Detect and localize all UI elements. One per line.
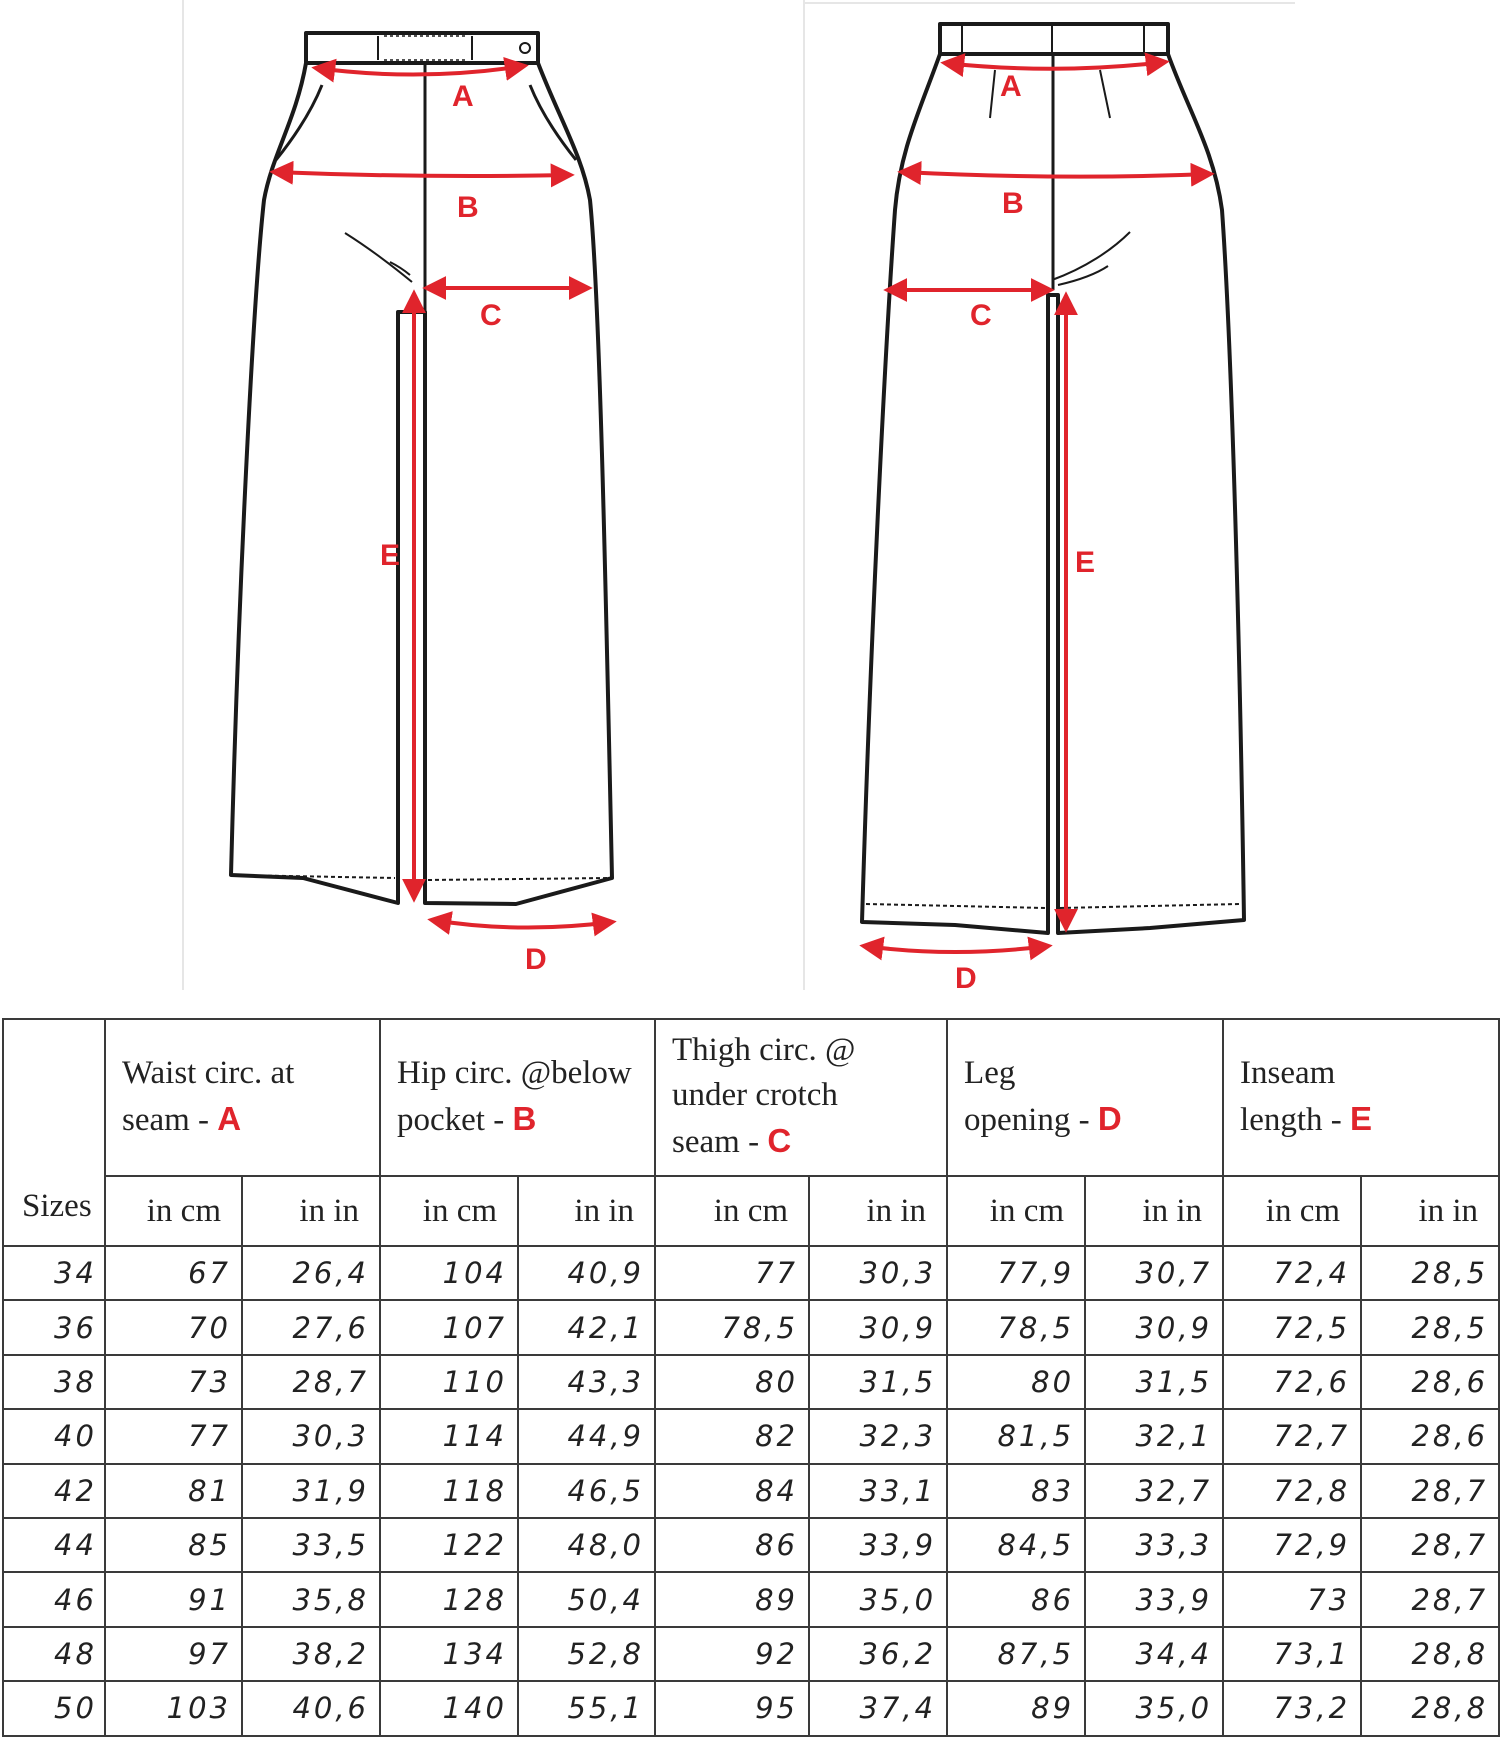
back-label-c: C <box>970 299 992 332</box>
waist-in-cell: 26,4 <box>242 1246 380 1300</box>
inseam-in-cell: 28,7 <box>1361 1518 1499 1572</box>
leg-cm-cell: 80 <box>947 1355 1085 1409</box>
inseam-cm-cell: 72,7 <box>1223 1409 1361 1463</box>
size-cell: 50 <box>3 1681 105 1735</box>
leg-cm-cell: 77,9 <box>947 1246 1085 1300</box>
size-cell: 46 <box>3 1572 105 1626</box>
sizes-header: Sizes <box>3 1019 105 1246</box>
leg-in-cell: 31,5 <box>1085 1355 1223 1409</box>
thigh-in-cell: 36,2 <box>809 1627 947 1681</box>
thigh-cm-cell: 89 <box>655 1572 809 1626</box>
unit-in: in in <box>242 1176 380 1246</box>
measure-letter: E <box>1350 1099 1373 1137</box>
unit-in: in in <box>518 1176 655 1246</box>
table-row <box>3 1681 1499 1735</box>
header-line: Thigh circ. @ <box>672 1032 856 1068</box>
hip-in-cell: 46,5 <box>518 1464 655 1518</box>
front-label-b: B <box>457 191 479 224</box>
header-line: opening - <box>964 1101 1090 1138</box>
header-line: seam - <box>672 1124 760 1160</box>
thigh-cm-cell: 84 <box>655 1464 809 1518</box>
size-rows <box>3 1246 1499 1736</box>
back-pants-outline <box>862 24 1244 933</box>
waist-in-cell: 33,5 <box>242 1518 380 1572</box>
inseam-cm-cell: 72,9 <box>1223 1518 1361 1572</box>
leg-in-cell: 33,3 <box>1085 1518 1223 1572</box>
unit-in: in in <box>809 1176 947 1246</box>
inseam-in-cell: 28,5 <box>1361 1300 1499 1354</box>
inseam-cm-cell: 72,6 <box>1223 1355 1361 1409</box>
hip-cm-cell: 107 <box>380 1300 518 1354</box>
thigh-cm-cell: 95 <box>655 1681 809 1735</box>
table-row <box>3 1572 1499 1626</box>
unit-in: in in <box>1085 1176 1223 1246</box>
thigh-in-cell: 35,0 <box>809 1572 947 1626</box>
waist-in-cell: 38,2 <box>242 1627 380 1681</box>
leg-cm-cell: 86 <box>947 1572 1085 1626</box>
front-pants-outline <box>231 33 612 904</box>
unit-cm: in cm <box>380 1176 518 1246</box>
back-labels <box>955 70 1095 995</box>
thigh-in-cell: 32,3 <box>809 1409 947 1463</box>
front-measure-arrows <box>274 66 612 928</box>
hip-in-cell: 43,3 <box>518 1355 655 1409</box>
back-label-e: E <box>1075 546 1096 579</box>
leg-in-cell: 32,7 <box>1085 1464 1223 1518</box>
inseam-header <box>1223 1019 1499 1176</box>
header-line: Inseam <box>1240 1054 1336 1091</box>
thigh-in-cell: 31,5 <box>809 1355 947 1409</box>
table-row <box>3 1246 1499 1300</box>
header-row <box>3 1019 1499 1176</box>
leg-cm-cell: 84,5 <box>947 1518 1085 1572</box>
hip-cm-cell: 140 <box>380 1681 518 1735</box>
hip-in-cell: 52,8 <box>518 1627 655 1681</box>
header-line: pocket - <box>397 1101 505 1138</box>
back-label-b: B <box>1002 187 1024 220</box>
front-label-c: C <box>480 299 502 332</box>
header-line: Hip circ. @below <box>397 1054 632 1091</box>
hip-cm-cell: 110 <box>380 1355 518 1409</box>
hip-header <box>380 1019 655 1176</box>
thigh-in-cell: 30,9 <box>809 1300 947 1354</box>
hip-cm-cell: 128 <box>380 1572 518 1626</box>
back-label-a: A <box>1000 70 1022 103</box>
back-label-d: D <box>955 962 977 995</box>
thigh-in-cell: 30,3 <box>809 1246 947 1300</box>
hip-in-cell: 55,1 <box>518 1681 655 1735</box>
waist-in-cell: 28,7 <box>242 1355 380 1409</box>
hip-in-cell: 48,0 <box>518 1518 655 1572</box>
back-measure-arrows <box>864 62 1210 952</box>
size-cell: 38 <box>3 1355 105 1409</box>
size-cell: 40 <box>3 1409 105 1463</box>
front-labels <box>380 80 547 976</box>
thigh-cm-cell: 78,5 <box>655 1300 809 1354</box>
waist-cm-cell: 70 <box>105 1300 242 1354</box>
hip-in-cell: 42,1 <box>518 1300 655 1354</box>
leg-cm-cell: 83 <box>947 1464 1085 1518</box>
waist-cm-cell: 73 <box>105 1355 242 1409</box>
inseam-cm-cell: 73 <box>1223 1572 1361 1626</box>
hip-cm-cell: 134 <box>380 1627 518 1681</box>
header-line: Waist circ. at <box>122 1054 295 1091</box>
unit-cm: in cm <box>947 1176 1085 1246</box>
leg-cm-cell: 78,5 <box>947 1300 1085 1354</box>
leg-in-cell: 30,9 <box>1085 1300 1223 1354</box>
waist-in-cell: 27,6 <box>242 1300 380 1354</box>
leg-in-cell: 34,4 <box>1085 1627 1223 1681</box>
inseam-cm-cell: 73,2 <box>1223 1681 1361 1735</box>
thigh-cm-cell: 92 <box>655 1627 809 1681</box>
hip-in-cell: 44,9 <box>518 1409 655 1463</box>
waist-cm-cell: 91 <box>105 1572 242 1626</box>
leg-in-cell: 30,7 <box>1085 1246 1223 1300</box>
table-row <box>3 1627 1499 1681</box>
unit-row <box>3 1176 1499 1246</box>
unit-in: in in <box>1361 1176 1499 1246</box>
front-label-a: A <box>452 80 474 113</box>
table-row <box>3 1355 1499 1409</box>
front-label-e: E <box>380 539 401 572</box>
waist-cm-cell: 85 <box>105 1518 242 1572</box>
hip-cm-cell: 104 <box>380 1246 518 1300</box>
thigh-in-cell: 33,9 <box>809 1518 947 1572</box>
waist-cm-cell: 81 <box>105 1464 242 1518</box>
inseam-in-cell: 28,5 <box>1361 1246 1499 1300</box>
size-chart-table <box>2 1018 1500 1737</box>
thigh-in-cell: 37,4 <box>809 1681 947 1735</box>
leg-in-cell: 35,0 <box>1085 1681 1223 1735</box>
unit-cm: in cm <box>655 1176 809 1246</box>
waist-in-cell: 35,8 <box>242 1572 380 1626</box>
front-label-d: D <box>525 943 547 976</box>
leg-cm-cell: 89 <box>947 1681 1085 1735</box>
measure-letter: C <box>767 1122 792 1159</box>
leg-cm-cell: 81,5 <box>947 1409 1085 1463</box>
leg-cm-cell: 87,5 <box>947 1627 1085 1681</box>
header-line: length - <box>1240 1101 1342 1138</box>
table-row <box>3 1300 1499 1354</box>
hip-cm-cell: 114 <box>380 1409 518 1463</box>
hip-in-cell: 40,9 <box>518 1246 655 1300</box>
measure-letter: B <box>512 1099 537 1137</box>
leg-in-cell: 33,9 <box>1085 1572 1223 1626</box>
waist-cm-cell: 103 <box>105 1681 242 1735</box>
inseam-cm-cell: 72,5 <box>1223 1300 1361 1354</box>
thigh-cm-cell: 82 <box>655 1409 809 1463</box>
hip-in-cell: 50,4 <box>518 1572 655 1626</box>
inseam-in-cell: 28,8 <box>1361 1627 1499 1681</box>
thigh-cm-cell: 80 <box>655 1355 809 1409</box>
size-cell: 48 <box>3 1627 105 1681</box>
measure-letter: A <box>217 1099 242 1137</box>
waist-in-cell: 30,3 <box>242 1409 380 1463</box>
waist-cm-cell: 67 <box>105 1246 242 1300</box>
waist-in-cell: 40,6 <box>242 1681 380 1735</box>
inseam-in-cell: 28,7 <box>1361 1572 1499 1626</box>
waist-cm-cell: 77 <box>105 1409 242 1463</box>
size-cell: 44 <box>3 1518 105 1572</box>
leg-in-cell: 32,1 <box>1085 1409 1223 1463</box>
inseam-in-cell: 28,6 <box>1361 1409 1499 1463</box>
inseam-cm-cell: 72,4 <box>1223 1246 1361 1300</box>
measure-letter: D <box>1097 1099 1122 1137</box>
inseam-cm-cell: 72,8 <box>1223 1464 1361 1518</box>
inseam-in-cell: 28,8 <box>1361 1681 1499 1735</box>
unit-cm: in cm <box>105 1176 242 1246</box>
size-cell: 42 <box>3 1464 105 1518</box>
hip-cm-cell: 118 <box>380 1464 518 1518</box>
waist-in-cell: 31,9 <box>242 1464 380 1518</box>
hip-cm-cell: 122 <box>380 1518 518 1572</box>
header-line: under crotch <box>672 1077 838 1113</box>
waist-header <box>105 1019 380 1176</box>
thigh-header <box>655 1019 947 1176</box>
thigh-cm-cell: 86 <box>655 1518 809 1572</box>
waist-cm-cell: 97 <box>105 1627 242 1681</box>
thigh-in-cell: 33,1 <box>809 1464 947 1518</box>
table-row <box>3 1409 1499 1463</box>
inseam-in-cell: 28,7 <box>1361 1464 1499 1518</box>
inseam-cm-cell: 73,1 <box>1223 1627 1361 1681</box>
header-line: Leg <box>964 1054 1016 1091</box>
thigh-cm-cell: 77 <box>655 1246 809 1300</box>
unit-cm: in cm <box>1223 1176 1361 1246</box>
header-line: seam - <box>122 1101 210 1138</box>
leg-opening-header <box>947 1019 1223 1176</box>
inseam-in-cell: 28,6 <box>1361 1355 1499 1409</box>
size-cell: 36 <box>3 1300 105 1354</box>
table-row <box>3 1518 1499 1572</box>
table-row <box>3 1464 1499 1518</box>
size-cell: 34 <box>3 1246 105 1300</box>
